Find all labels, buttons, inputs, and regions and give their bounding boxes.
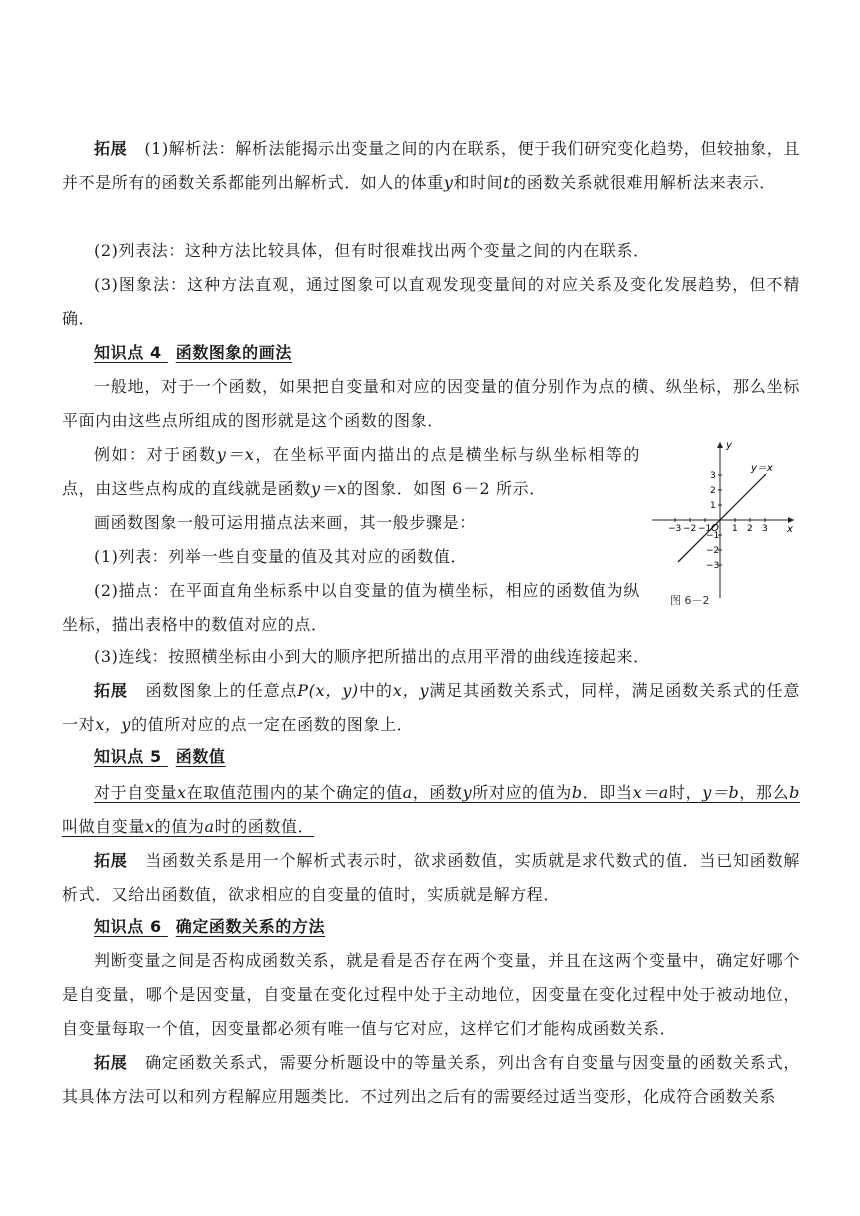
text: 对于自变量 <box>94 783 178 802</box>
function-relation-paragraph: 判断变量之间是否构成函数关系，就是看是否存在两个变量，并且在这两个变量中，确定好哪个是自变量，哪个是因变量，自变量在变化过程中处于主动地位，因变量在变化过程中处于被动地位，自变量每取一个值，因变量都必须有唯一值与它对应，这样它们才能构成函数关系． <box>62 951 800 1038</box>
x-tick-label: −2 <box>683 524 697 534</box>
example-paragraph <box>62 438 640 506</box>
formula: y＝b <box>702 783 740 802</box>
var: a <box>204 817 215 836</box>
step-2-paragraph: (2)描点：在平面直角坐标系中以自变量的值为横坐标，相应的函数值为纵坐标，描出表格中的数值对应的点． <box>62 581 640 634</box>
text: 的值为 <box>154 817 205 836</box>
y-tick-label: −3 <box>706 561 720 571</box>
extension-paragraph-2 <box>62 674 800 742</box>
section-heading-5 <box>94 742 226 772</box>
list-method-paragraph: (2)列表法：这种方法比较具体，但有时很难找出两个变量之间的内在联系． <box>94 241 650 260</box>
extension-label: 拓展 <box>94 1053 128 1072</box>
text: 的图象．如图 6－2 所示． <box>346 479 546 498</box>
graph-figure <box>648 434 800 610</box>
formula: y＝x <box>311 479 347 498</box>
y-tick-label: 2 <box>710 486 716 496</box>
extension-paragraph-1 <box>62 132 800 200</box>
x-tick-label: 3 <box>762 524 768 534</box>
text: 的函数关系就很难用解析法来表示． <box>510 173 776 192</box>
formula: P(x，y) <box>297 681 359 700</box>
text: (1)解析法：解析法能揭示出变量之间的内在联系，便于我们研究变化趋势，但较抽象，且并不是所有的函数关系都能列出解析式．如人的体重 <box>62 139 801 192</box>
formula: x＝a <box>632 783 669 802</box>
x-tick-label: 1 <box>732 524 738 534</box>
var: t <box>503 173 511 192</box>
extension-label: 拓展 <box>94 681 128 700</box>
extension-label: 拓展 <box>94 139 128 158</box>
y-tick-label: −1 <box>706 531 720 541</box>
text: ，那么 <box>739 783 790 802</box>
text: 在取值范围内的某个确定的值 <box>186 783 403 802</box>
figure-caption: 图 6－2 <box>670 594 710 607</box>
var: a <box>402 783 413 802</box>
var: x <box>145 817 155 836</box>
graph-method-paragraph: (3)图象法：这种方法直观，通过图象可以直观发现变量间的对应关系及变化发展趋势，但不精确． <box>62 275 800 328</box>
function-value-definition <box>62 776 800 844</box>
text: 时的函数值． <box>214 817 315 836</box>
extension-paragraph-4 <box>62 1046 800 1114</box>
step-3-paragraph: (3)连线：按照横坐标由小到大的顺序把所描出的点用平滑的曲线连接起来． <box>94 647 650 666</box>
y-tick-label: 3 <box>710 471 716 481</box>
formula: y＝x <box>216 445 255 464</box>
heading-number: 知识点 6 <box>94 917 162 936</box>
var: x <box>177 783 187 802</box>
text: 当函数关系是用一个解析式表示时，欲求函数值，实质就是求代数式的值．当已知函数解析式．又给出函数值，欲求相应的自变量的值时，实质就是解方程． <box>62 851 800 904</box>
line-y-equals-x <box>678 474 766 562</box>
x-axis-arrow <box>788 517 794 523</box>
text: ，在坐标平面内描出的点是横坐标与纵坐标相等的点，由这些点构成的直线就是函数 <box>62 445 640 498</box>
y-tick-label: 1 <box>710 501 716 511</box>
heading-number: 知识点 4 <box>94 343 162 362</box>
var: b <box>789 783 800 802</box>
heading-title: 函数值 <box>175 747 226 766</box>
text: 中的 <box>358 681 393 700</box>
formula: x，y <box>95 715 132 734</box>
text: 满足其函数关系式，同样，满足函数关系式的任意一对 <box>62 681 801 734</box>
text: 例如：对于函数 <box>94 445 217 464</box>
origin-label: O <box>711 523 719 534</box>
text: ．即当 <box>582 783 633 802</box>
text: 时， <box>668 783 703 802</box>
text: 函数图象上的任意点 <box>145 681 298 700</box>
var: b <box>571 783 583 802</box>
section-heading-4 <box>94 338 292 368</box>
extension-paragraph-3 <box>62 844 800 912</box>
var: y <box>462 783 473 802</box>
y-axis-label: y <box>726 440 732 451</box>
text: 确定函数关系式，需要分析题设中的等量关系，列出含有自变量与因变量的函数关系式，其具体方法可以和列方程解应用题类比．不过列出之后有的需要经过适当变形，化成符合函数关系 <box>62 1053 800 1106</box>
formula: x，y <box>392 681 430 700</box>
steps-intro-paragraph: 画函数图象一般可运用描点法来画，其一般步骤是： <box>94 513 476 532</box>
heading-number: 知识点 5 <box>94 747 162 766</box>
text: 所对应的值为 <box>472 783 572 802</box>
step-1-paragraph: (1)列表：列举一些自变量的值及其对应的函数值． <box>94 547 468 566</box>
text: 叫做自变量 <box>62 817 146 836</box>
x-tick-label: 2 <box>747 524 753 534</box>
heading-title: 确定函数关系的方法 <box>175 917 326 936</box>
x-tick-label: −3 <box>668 524 682 534</box>
text: 的值所对应的点一定在函数的图象上． <box>131 715 414 734</box>
extension-label: 拓展 <box>94 851 128 870</box>
section-heading-6 <box>94 912 325 942</box>
var: y <box>443 173 454 192</box>
graph-definition-paragraph: 一般地，对于一个函数，如果把自变量和对应的因变量的值分别作为点的横、纵坐标，那么坐标平面内由这些点所组成的图形就是这个函数的图象． <box>62 377 800 430</box>
text: ，函数 <box>412 783 463 802</box>
line-label: y＝x <box>751 463 773 474</box>
x-axis-label: x <box>787 524 793 535</box>
x-tick-label: −1 <box>698 524 712 534</box>
y-tick-label: −2 <box>706 546 720 556</box>
y-axis-arrow <box>717 442 723 448</box>
heading-title: 函数图象的画法 <box>175 343 292 362</box>
text: 和时间 <box>453 173 504 192</box>
